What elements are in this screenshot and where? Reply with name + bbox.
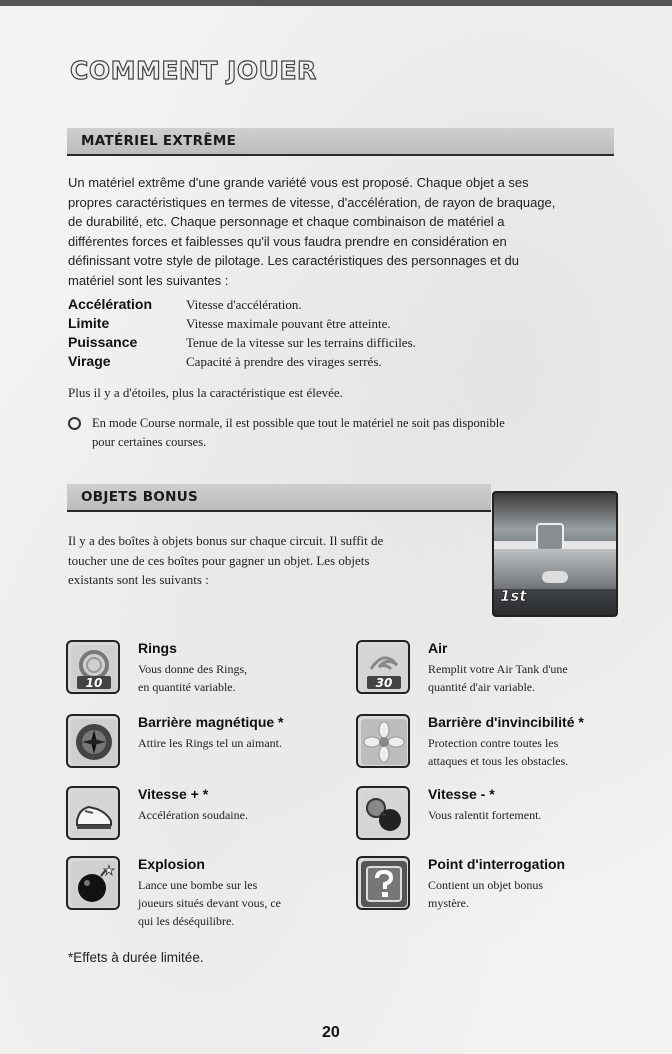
section-heading-objets: OBJETS BONUS (81, 489, 198, 505)
desc-line: Contient un objet bonus (428, 878, 543, 892)
intro-line: Un matériel extrême d'une grande variété vous est proposé. Chaque objet a ses (68, 175, 529, 190)
item-name: Explosion (138, 856, 205, 872)
intro-line: différentes forces et faiblesses qu'il vous faudra prendre en considération en (68, 233, 507, 249)
air-badge: 30 (375, 676, 393, 690)
item-name: Vitesse + * (138, 786, 209, 802)
slow-weight-icon (356, 786, 410, 840)
intro-line: définissant votre style de pilotage. Les caractéristiques des personnages et du (68, 253, 519, 268)
desc-line: Attire les Rings tel un aimant. (138, 736, 282, 750)
desc-line: Lance une bombe sur les (138, 878, 258, 892)
intro-line: existants sont les suivants : (68, 572, 209, 587)
bomb-icon (66, 856, 120, 910)
intro-line: propres caractéristiques en termes de vitesse, d'accélération, de rayon de braquage, (68, 194, 556, 210)
bullet-icon (68, 417, 81, 430)
item-box-icon (536, 523, 564, 551)
page-top-edge (0, 0, 672, 6)
item-name: Point d'interrogation (428, 856, 566, 872)
item-explosion (66, 856, 336, 928)
desc-line: attaques et tous les obstacles. (428, 754, 569, 768)
item-description (428, 806, 628, 824)
intro-line: de durabilité, etc. Chaque personnage et chaque combinaison de matériel a (68, 214, 505, 229)
rings-badge: 10 (85, 676, 103, 690)
stat-term: Accélération (68, 296, 153, 312)
air-icon (356, 640, 410, 694)
item-description (428, 734, 628, 770)
stat-term: Virage (68, 353, 111, 369)
item-rings (66, 640, 336, 704)
item-invincibility (356, 714, 626, 778)
item-name: Vitesse - * (428, 786, 495, 802)
objets-intro (68, 531, 478, 590)
stat-row (68, 334, 588, 353)
item-speed-down (356, 786, 626, 850)
magnet-barrier-icon (66, 714, 120, 768)
desc-line: Vous ralentit fortement. (428, 808, 542, 822)
page-title: COMMENT JOUER (70, 56, 317, 85)
kart-icon (542, 571, 568, 583)
item-description (138, 876, 338, 930)
question-box-icon (356, 856, 410, 910)
item-name: Barrière d'invincibilité * (428, 714, 584, 730)
stat-definition: Vitesse d'accélération. (186, 297, 302, 312)
course-mode-note (68, 414, 608, 452)
materiel-intro (68, 173, 618, 290)
item-description (428, 876, 628, 912)
stat-definition: Capacité à prendre des virages serrés. (186, 354, 382, 369)
desc-line: Remplit votre Air Tank d'une (428, 662, 568, 676)
desc-line: quantité d'air variable. (428, 680, 536, 694)
stat-term: Limite (68, 315, 110, 331)
item-question (356, 856, 626, 920)
desc-line: en quantité variable. (138, 680, 236, 694)
desc-line: Protection contre toutes les (428, 736, 559, 750)
stat-definition: Tenue de la vitesse sur les terrains difficiles. (186, 335, 416, 350)
item-description (138, 660, 338, 696)
invincibility-icon (356, 714, 410, 768)
desc-line: qui les déséquilibre. (138, 914, 235, 928)
stat-row (68, 296, 588, 315)
section-heading-materiel: MATÉRIEL EXTRÊME (81, 133, 237, 149)
footnote: *Effets à durée limitée. (68, 950, 204, 965)
section-heading-bar (67, 484, 491, 512)
game-screenshot (492, 491, 618, 617)
stat-row (68, 315, 588, 334)
stars-note: Plus il y a d'étoiles, plus la caractéristique est élevée. (68, 385, 343, 400)
stat-row (68, 353, 588, 372)
speed-shoe-icon (66, 786, 120, 840)
intro-line: Il y a des boîtes à objets bonus sur chaque circuit. Il suffit de (68, 533, 384, 548)
desc-line: joueurs situés devant vous, ce (138, 896, 281, 910)
rings-icon (66, 640, 120, 694)
item-magnet-barrier (66, 714, 336, 778)
item-name: Rings (138, 640, 177, 656)
item-speed-up (66, 786, 336, 850)
track-surface (494, 549, 616, 589)
desc-line: mystère. (428, 896, 469, 910)
desc-line: Vous donne des Rings, (138, 662, 248, 676)
intro-line: toucher une de ces boîtes pour gagner un objet. Les objets (68, 552, 370, 568)
section-heading-bar (67, 128, 614, 156)
desc-line: Accélération soudaine. (138, 808, 248, 822)
item-description (138, 806, 338, 824)
race-position: 1st (500, 587, 527, 605)
stat-term: Puissance (68, 334, 138, 350)
item-name: Air (428, 640, 448, 656)
stat-definition: Vitesse maximale pouvant être atteinte. (186, 316, 391, 331)
note-line: pour certaines courses. (92, 435, 207, 449)
item-name: Barrière magnétique * (138, 714, 284, 730)
stats-list (68, 296, 588, 372)
item-air (356, 640, 626, 704)
intro-line: matériel sont les suivantes : (68, 272, 229, 288)
note-line: En mode Course normale, il est possible que tout le matériel ne soit pas disponible (92, 416, 505, 430)
page-number: 20 (322, 1024, 340, 1041)
item-description (138, 734, 338, 752)
item-description (428, 660, 628, 696)
